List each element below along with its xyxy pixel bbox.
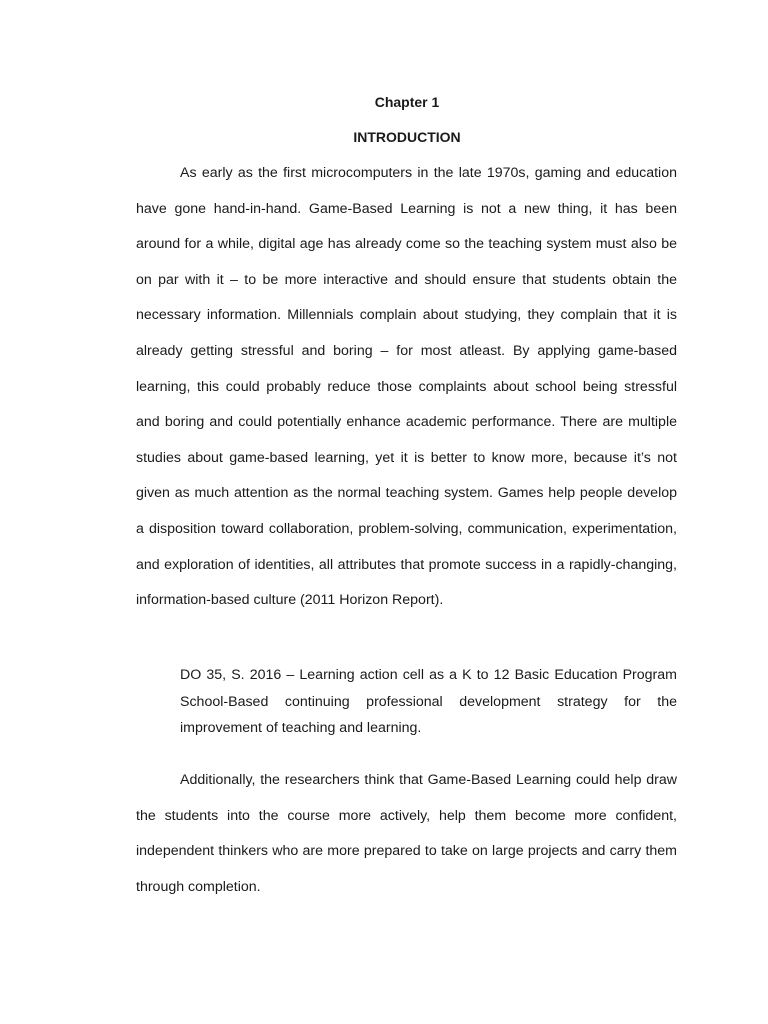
block-quote: DO 35, S. 2016 – Learning action cell as a K to 12 Basic Education Program School-Based continuing professional development strategy for the improvement of teaching and learning. (180, 667, 677, 736)
chapter-label: Chapter 1 (374, 94, 440, 110)
section-heading: INTRODUCTION (353, 129, 461, 145)
body-paragraph-2: Additionally, the researchers think that Game-Based Learning could help draw the students into the course more actively, help them become more confident, independent thinkers who are more prepared to take on large projects and carry them through completion. (136, 772, 677, 895)
body-paragraph-1: As early as the first microcomputers in the late 1970s, gaming and education have gone hand-in-hand. Game-Based Learning is not a new thing, it has been around for a while, digital age has already come so the teaching system must also be on par with it – to be more interactive and should ensure that students obtain the necessary information. Millennials complain about studying, they complain that it is already getting stressful and boring – for most atleast. By applying game-based learning, this could probably reduce those complaints about school being stressful and boring and could potentially enhance academic performance. There are multiple studies about game-based learning, yet it is better to know more, because it’s not given as much attention as the normal teaching system. Games help people develop a disposition toward collaboration, problem-solving, communication, experimentation, and exploration of identities, all attributes that promote success in a rapidly-changing, information-based culture (2011 Horizon Report). (136, 165, 677, 609)
